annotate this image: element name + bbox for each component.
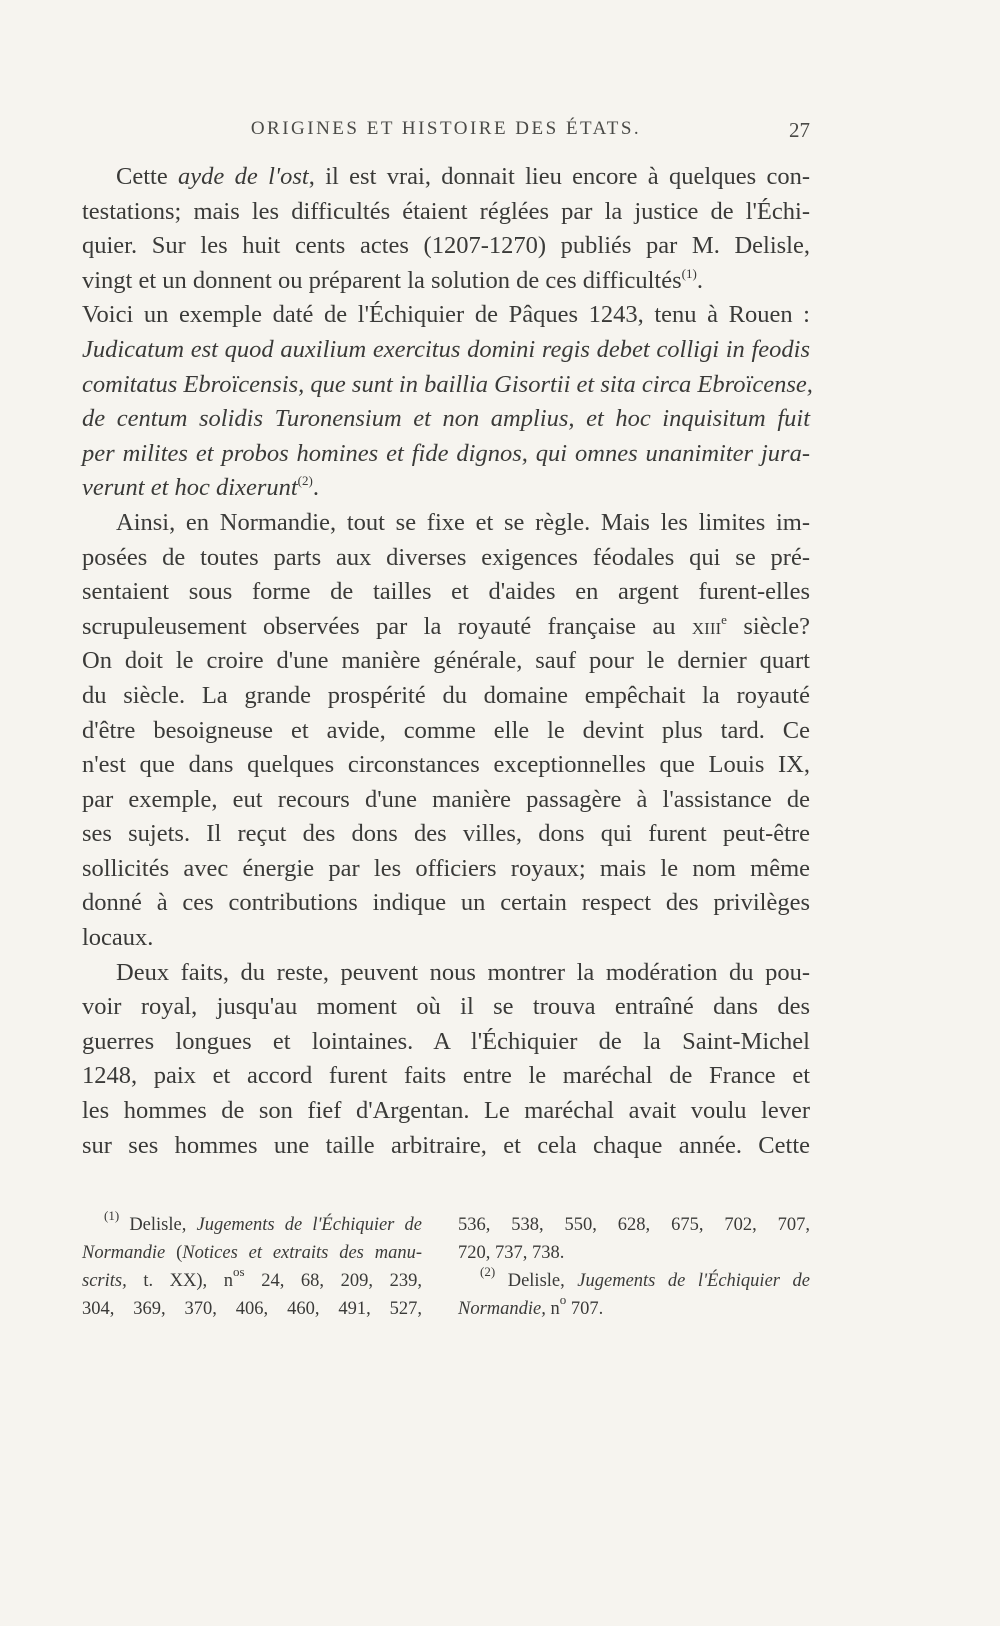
text-segment: vingt et un donnent ou préparent la solution de ces difficultés xyxy=(82,266,682,294)
text-segment: Voici un exemple daté de l'Échiquier de Pâques 1243, tenu à Rouen : xyxy=(82,301,810,329)
text-line xyxy=(82,402,810,437)
italic-text: de centum solidis Turonensium et non amplius, et hoc inquisitum fuit xyxy=(82,405,810,433)
text-line xyxy=(82,921,810,956)
text-line xyxy=(82,1094,810,1129)
text-segment: scrupuleusement observées par la royauté française au xyxy=(82,612,692,640)
text-line xyxy=(82,437,810,472)
italic-text: scrits, xyxy=(82,1271,127,1291)
text-line xyxy=(82,264,810,299)
text-line xyxy=(82,160,810,195)
text-segment: les hommes de son fief d'Argentan. Le maréchal avait voulu lever xyxy=(82,1097,810,1125)
text-segment: d'être besoigneuse et avide, comme elle le devint plus tard. Ce xyxy=(82,716,810,744)
text-segment: On doit le croire d'une manière générale, sauf pour le dernier quart xyxy=(82,647,810,675)
text-segment: donné à ces contributions indique un certain respect des privilèges xyxy=(82,889,810,917)
text-line xyxy=(82,541,810,576)
text-segment: 304, 369, 370, 406, 460, 491, 527, xyxy=(82,1299,422,1319)
page-header xyxy=(82,118,810,148)
text-line xyxy=(82,333,810,368)
text-segment: sur ses hommes une taille arbitraire, et cela chaque année. Cette xyxy=(82,1131,810,1159)
text-segment: , il est vrai, donnait lieu encore à quelques con- xyxy=(308,163,810,190)
running-title: ORIGINES ET HISTOIRE DES ÉTATS. xyxy=(250,118,642,139)
text-segment: n'est que dans quelques circonstances exceptionnelles que Louis IX, xyxy=(82,751,810,779)
text-line xyxy=(82,229,810,264)
superscript: (1) xyxy=(681,265,697,281)
text-line xyxy=(82,714,810,749)
superscript: o xyxy=(559,1292,567,1307)
text-segment: . xyxy=(312,474,319,502)
text-segment: t. XX), n xyxy=(126,1271,234,1291)
text-segment: sentaient sous forme de tailles et d'aides en argent furent-elles xyxy=(82,578,810,606)
text-line xyxy=(82,990,810,1025)
text-segment: Cette xyxy=(116,163,179,190)
page-number: 27 xyxy=(789,118,810,142)
footnote-line xyxy=(458,1264,810,1295)
text-line xyxy=(82,679,810,714)
text-segment: quier. Sur les huit cents actes (1207-1270) publiés par M. Delisle, xyxy=(82,232,810,260)
text-segment: du siècle. La grande prospérité du domaine empêchait la royauté xyxy=(82,681,810,709)
text-line xyxy=(82,506,810,541)
text-segment: sollicités avec énergie par les officiers royaux; mais le nom même xyxy=(82,854,810,882)
text-line xyxy=(82,886,810,921)
text-segment: 536, 538, 550, 628, 675, 702, 707, xyxy=(458,1215,810,1235)
footnote-line xyxy=(458,1211,810,1239)
text-segment: voir royal, jusqu'au moment où il se trouva entraîné dans des xyxy=(82,993,810,1021)
text-segment: n xyxy=(545,1299,560,1319)
italic-text: Normandie xyxy=(82,1243,166,1263)
text-line xyxy=(82,1025,810,1060)
italic-text: Normandie, xyxy=(458,1299,546,1319)
footnote-line xyxy=(82,1208,422,1239)
superscript: (2) xyxy=(297,473,313,489)
superscript: (2) xyxy=(480,1264,496,1279)
text-segment: par exemple, eut recours d'une manière passagère à l'assistance de xyxy=(82,785,810,813)
text-segment: testations; mais les difficultés étaient réglées par la justice de l'Échi- xyxy=(82,197,810,225)
text-line xyxy=(82,610,810,645)
text-segment: 24, 68, 209, 239, xyxy=(244,1271,423,1291)
text-segment: 707. xyxy=(566,1299,604,1319)
italic-text: Judicatum est quod auxilium exercitus domini regis debet colligi in feodis xyxy=(82,335,810,363)
italic-text: per milites et probos homines et fide dignos, qui omnes unanimiter jura- xyxy=(82,439,810,467)
footnotes-left-column xyxy=(82,1208,423,1323)
text-line xyxy=(82,1059,810,1094)
footnote-line xyxy=(458,1239,810,1267)
superscript: os xyxy=(233,1264,245,1279)
text-segment: Ainsi, en Normandie, tout se fixe et se règle. Mais les limites im- xyxy=(116,508,810,536)
footnote-line xyxy=(82,1264,423,1295)
superscript: (1) xyxy=(104,1208,120,1223)
text-segment: Delisle, xyxy=(119,1215,197,1235)
italic-text: ayde de l'ost xyxy=(178,163,309,190)
text-segment: xiii xyxy=(691,612,722,640)
text-segment: posées de toutes parts aux diverses exigences féodales qui se pré- xyxy=(82,543,810,571)
text-segment: . xyxy=(696,266,703,294)
footnote-line xyxy=(82,1295,422,1323)
text-line xyxy=(82,783,810,818)
text-line xyxy=(82,575,810,610)
text-segment: guerres longues et lointaines. A l'Échiquier de la Saint-Michel xyxy=(82,1027,810,1055)
text-line xyxy=(82,644,810,679)
text-line xyxy=(82,195,810,230)
text-line xyxy=(82,748,810,783)
footnote-line xyxy=(458,1292,810,1323)
text-line xyxy=(82,956,810,991)
text-segment: Delisle, xyxy=(495,1271,578,1291)
footnotes-right-column xyxy=(458,1211,810,1323)
text-segment: Deux faits, du reste, peuvent nous montrer la modération du pou- xyxy=(116,958,810,986)
text-line xyxy=(82,368,813,403)
superscript: e xyxy=(721,611,727,627)
italic-text: Jugements de l'Échiquier de xyxy=(577,1271,810,1291)
text-segment: siècle? xyxy=(726,612,810,640)
text-segment: 720, 737, 738. xyxy=(458,1243,565,1263)
footnote-line xyxy=(82,1239,422,1267)
italic-text: Jugements de l'Échiquier de xyxy=(196,1215,422,1235)
italic-text: Notices et extraits des manu- xyxy=(182,1243,422,1263)
text-segment: locaux. xyxy=(82,924,154,952)
text-line xyxy=(82,1129,810,1164)
text-line xyxy=(82,817,810,852)
text-segment: ses sujets. Il reçut des dons des villes, dons qui furent peut-être xyxy=(82,820,810,848)
italic-text: verunt et hoc dixerunt xyxy=(82,474,298,502)
text-line xyxy=(82,471,810,506)
italic-text: comitatus Ebroïcensis, que sunt in baillia Gisortii et sita circa Ebroïcense, xyxy=(82,370,813,398)
text-segment: 1248, paix et accord furent faits entre le maréchal de France et xyxy=(82,1062,810,1090)
text-line xyxy=(82,298,810,333)
main-text xyxy=(82,160,813,1163)
text-line xyxy=(82,852,810,887)
text-segment: ( xyxy=(165,1243,183,1263)
